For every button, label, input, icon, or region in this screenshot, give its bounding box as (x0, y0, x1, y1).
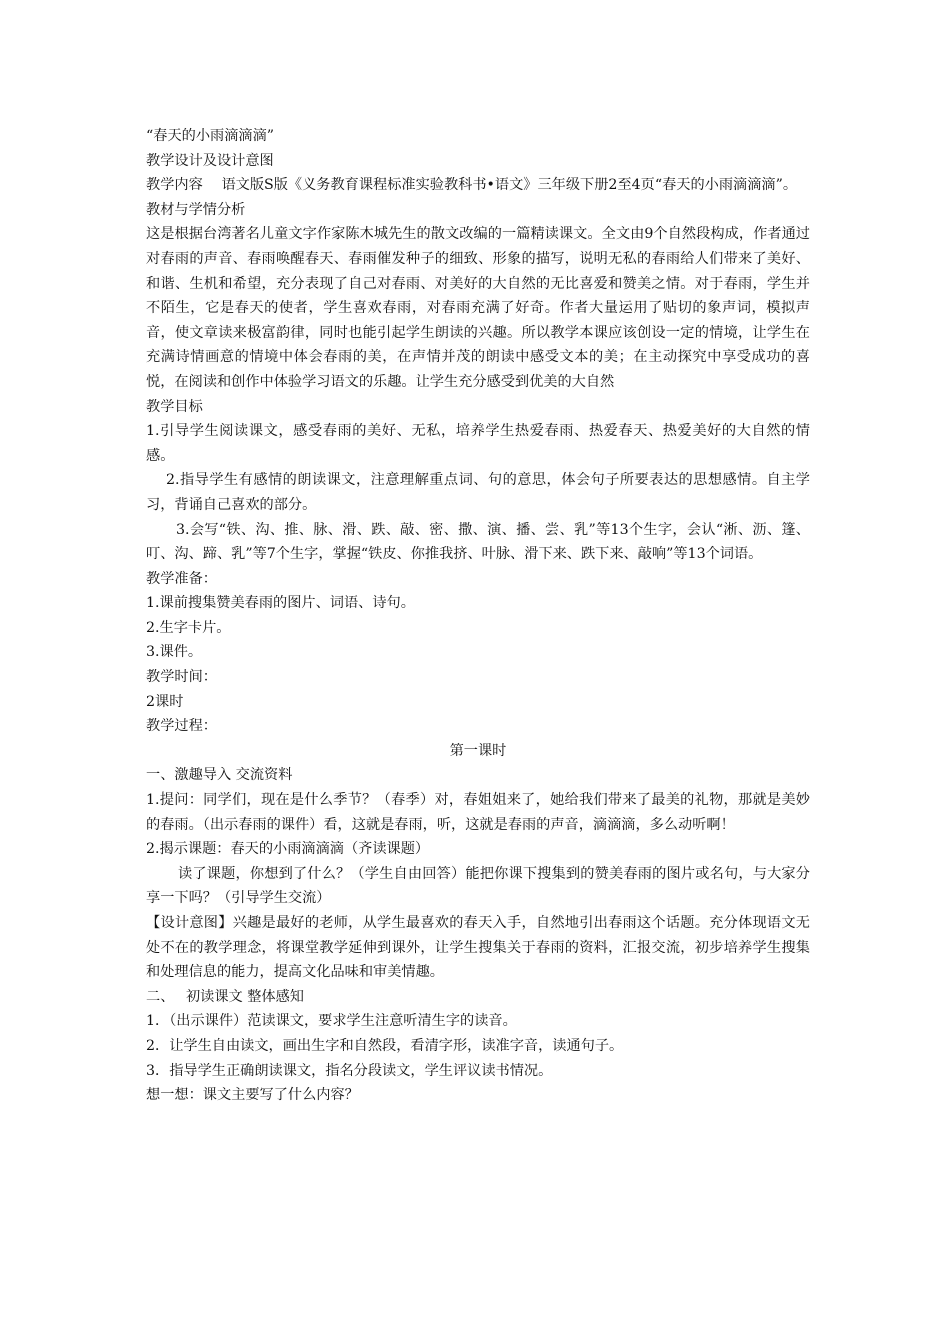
section-heading-goals: 教学目标 (146, 398, 203, 415)
step-1-item-1: 1.提问：同学们，现在是什么季节？（春季）对，春姐姐来了，她给我们带来了最美的礼物，那就是美妙的春雨。（出示春雨的课件）看，这就是春雨，听，这就是春雨的声音，滴滴滴，多么动听啊！ (146, 792, 810, 833)
step-2-question: 想一想：课文主要写了什么内容？ (146, 1087, 359, 1104)
section-heading-preparation: 教学准备： (146, 570, 217, 587)
goal-item-1: 1.引导学生阅读课文，感受春雨的美好、无私，培养学生热爱春雨、热爱春天、热爱美好的大自然的情感。 (146, 423, 810, 464)
section-heading-time: 教学时间： (146, 669, 217, 686)
preparation-item-3: 3.课件。 (146, 644, 203, 661)
time-value: 2课时 (146, 693, 184, 710)
step-heading-1: 一、激趣导入 交流资料 (146, 767, 293, 784)
preparation-item-1: 1.课前搜集赞美春雨的图片、词语、诗句。 (146, 595, 415, 612)
doc-title: “春天的小雨滴滴滴” (146, 128, 275, 144)
step-1-paragraph: 读了课题，你想到了什么？（学生自由回答）能把你课下搜集到的赞美春雨的图片或名句，与大家分享一下吗？（引导学生交流） (146, 865, 810, 907)
section-heading-process: 教学过程： (146, 718, 217, 735)
document-page (146, 124, 810, 1108)
step-2-item-1: 1．（出示课件）范读课文，要求学生注意听清生字的读音。 (146, 1013, 517, 1030)
lesson-heading: 第一课时 (449, 742, 507, 759)
section-heading-analysis: 教材与学情分析 (146, 201, 246, 218)
step-2-item-3: 3．指导学生正确朗读课文，指名分段读文，学生评议读书情况。 (146, 1062, 553, 1079)
doc-subtitle: 教学设计及设计意图 (146, 152, 274, 169)
preparation-item-2: 2.生字卡片。 (146, 619, 231, 636)
goal-item-2: 2.指导学生有感情的朗读课文，注意理解重点词、句的意思，体会句子所要表达的思想感情。自主学习，背诵自己喜欢的部分。 (146, 472, 810, 513)
analysis-paragraph: 这是根据台湾著名儿童文字作家陈木城先生的散文改编的一篇精读课文。全文由9个自然段构成，作者通过对春雨的声音、春雨唤醒春天、春雨催发种子的细致、形象的描写，说明无私的春雨给人们带来了美好、和谐、生机和希望，充分表现了自己对春雨、对美好的大自然的无比喜爱和赞美之情。对于春雨，学生并不陌生，它是春天的使者，学生喜欢春雨，对春雨充满了好奇。作者大量运用了贴切的象声词，模拟声音，使文章读来极富韵律，同时也能引起学生朗读的兴趣。所以教学本课应该创设一定的情境，让学生在充满诗情画意的情境中体会春雨的美，在声情并茂的朗读中感受文本的美；在主动探究中享受成功的喜悦，在阅读和创作中体验学习语文的乐趣。让学生充分感受到优美的大自然 (146, 226, 810, 390)
teaching-content: 教学内容 语文版S版《义务教育课程标准实验教科书•语文》三年级下册2至4页“春天的小雨滴滴滴”。 (146, 177, 798, 194)
goal-item-3: 3.会写“铁、沟、推、脉、滑、跌、敲、密、撒、演、播、尝、乳”等13个生字，会认“淅、沥、篷、叮、沟、蹄、乳”等7个生字，掌握“铁皮、你推我挤、叶脉、滑下来、跌下来、敲响”等13个词语。 (146, 521, 810, 563)
step-2-item-2: 2．让学生自由读文，画出生字和自然段，看清字形，读准字音，读通句子。 (146, 1037, 624, 1054)
step-heading-2: 二、 初读课文 整体感知 (146, 988, 304, 1005)
design-intent-paragraph: 【设计意图】兴趣是最好的老师，从学生最喜欢的春天入手，自然地引出春雨这个话题。充分体现语文无处不在的教学理念，将课堂教学延伸到课外，让学生搜集关于春雨的资料，汇报交流，初步培养学生搜集和处理信息的能力，提高文化品味和审美情趣。 (146, 915, 810, 981)
step-1-item-2: 2.揭示课题：春天的小雨滴滴滴（齐读课题） (146, 841, 430, 858)
